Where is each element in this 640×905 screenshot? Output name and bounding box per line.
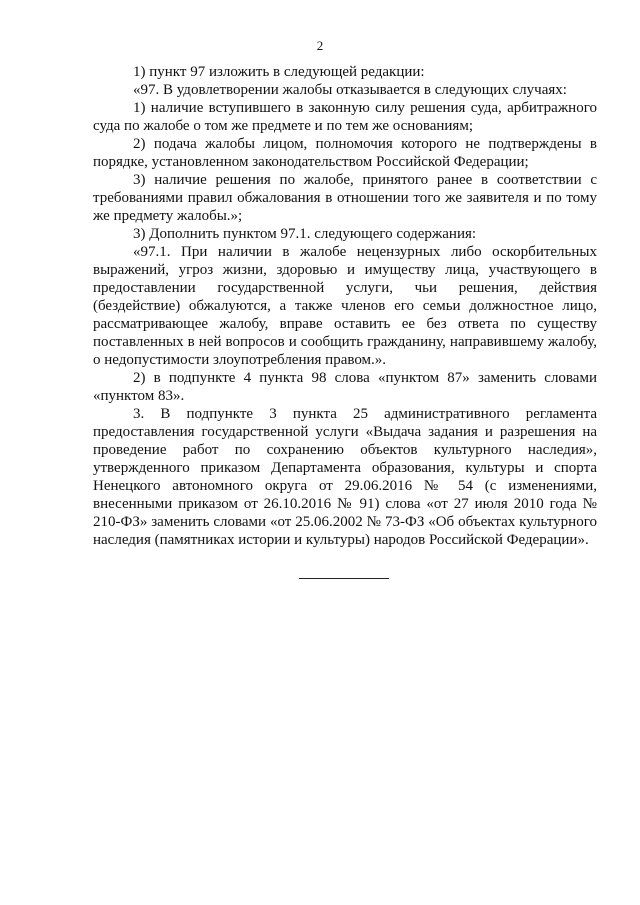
paragraph-point-97-1: «97.1. При наличии в жалобе нецензурных либо оскорбительных выражений, угроз жизни, здоровью и имуществу лица, участвующего в предоставлении государственной услуги, чьи решения, действия (бездействие) обжалуются, а также членов его семьи должностное лицо, рассматривающее жалобу, вправе оставить ее без ответа по существу поставленных в ней вопросов и сообщить гражданину, направившему жалобу, о недопустимости злоупотребления правом.». (93, 244, 597, 368)
paragraph-section-3: 3. В подпункте 3 пункта 25 административного регламента предоставления государственной услуги «Выдача задания и разрешения на проведение работ по сохранению объектов культурного наследия», утвержденного приказом Департамента образования, культуры и спорта Ненецкого автономного округа от 29.06.2016 № 54 (с изменениями, внесенными приказом от 26.10.2016 № 91) слова «от 27 июля 2010 года № 210-ФЗ» заменить словами «от 25.06.2002 № 73-ФЗ «Об объектах культурного наследия (памятниках истории и культуры) народов Российской Федерации». (93, 406, 597, 548)
paragraph-point-97-case-1: 1) наличие вступившего в законную силу решения суда, арбитражного суда по жалобе о том же предмете и по тем же основаниям; (93, 100, 597, 134)
paragraph-item-1-heading: 1) пункт 97 изложить в следующей редакции: (133, 64, 425, 80)
paragraph-item-3-heading: 3) Дополнить пунктом 97.1. следующего содержания: (133, 226, 477, 242)
paragraph-point-97-intro: «97. В удовлетворении жалобы отказывается в следующих случаях: (133, 82, 567, 98)
paragraph-point-97-case-2: 2) подача жалобы лицом, полномочия которого не подтверждены в порядке, установленном законодательством Российской Федерации; (93, 136, 597, 170)
paragraph-item-2-point-98: 2) в подпункте 4 пункта 98 слова «пунктом 87» заменить словами «пунктом 83». (93, 370, 597, 404)
page-number: 2 (316, 38, 324, 53)
paragraph-point-97-case-3: 3) наличие решения по жалобе, принятого ранее в соответствии с требованиями правил обжалования в отношении того же заявителя и по тому же предмету жалобы.»; (93, 172, 597, 224)
end-divider-line (299, 578, 389, 579)
document-body (93, 63, 597, 549)
